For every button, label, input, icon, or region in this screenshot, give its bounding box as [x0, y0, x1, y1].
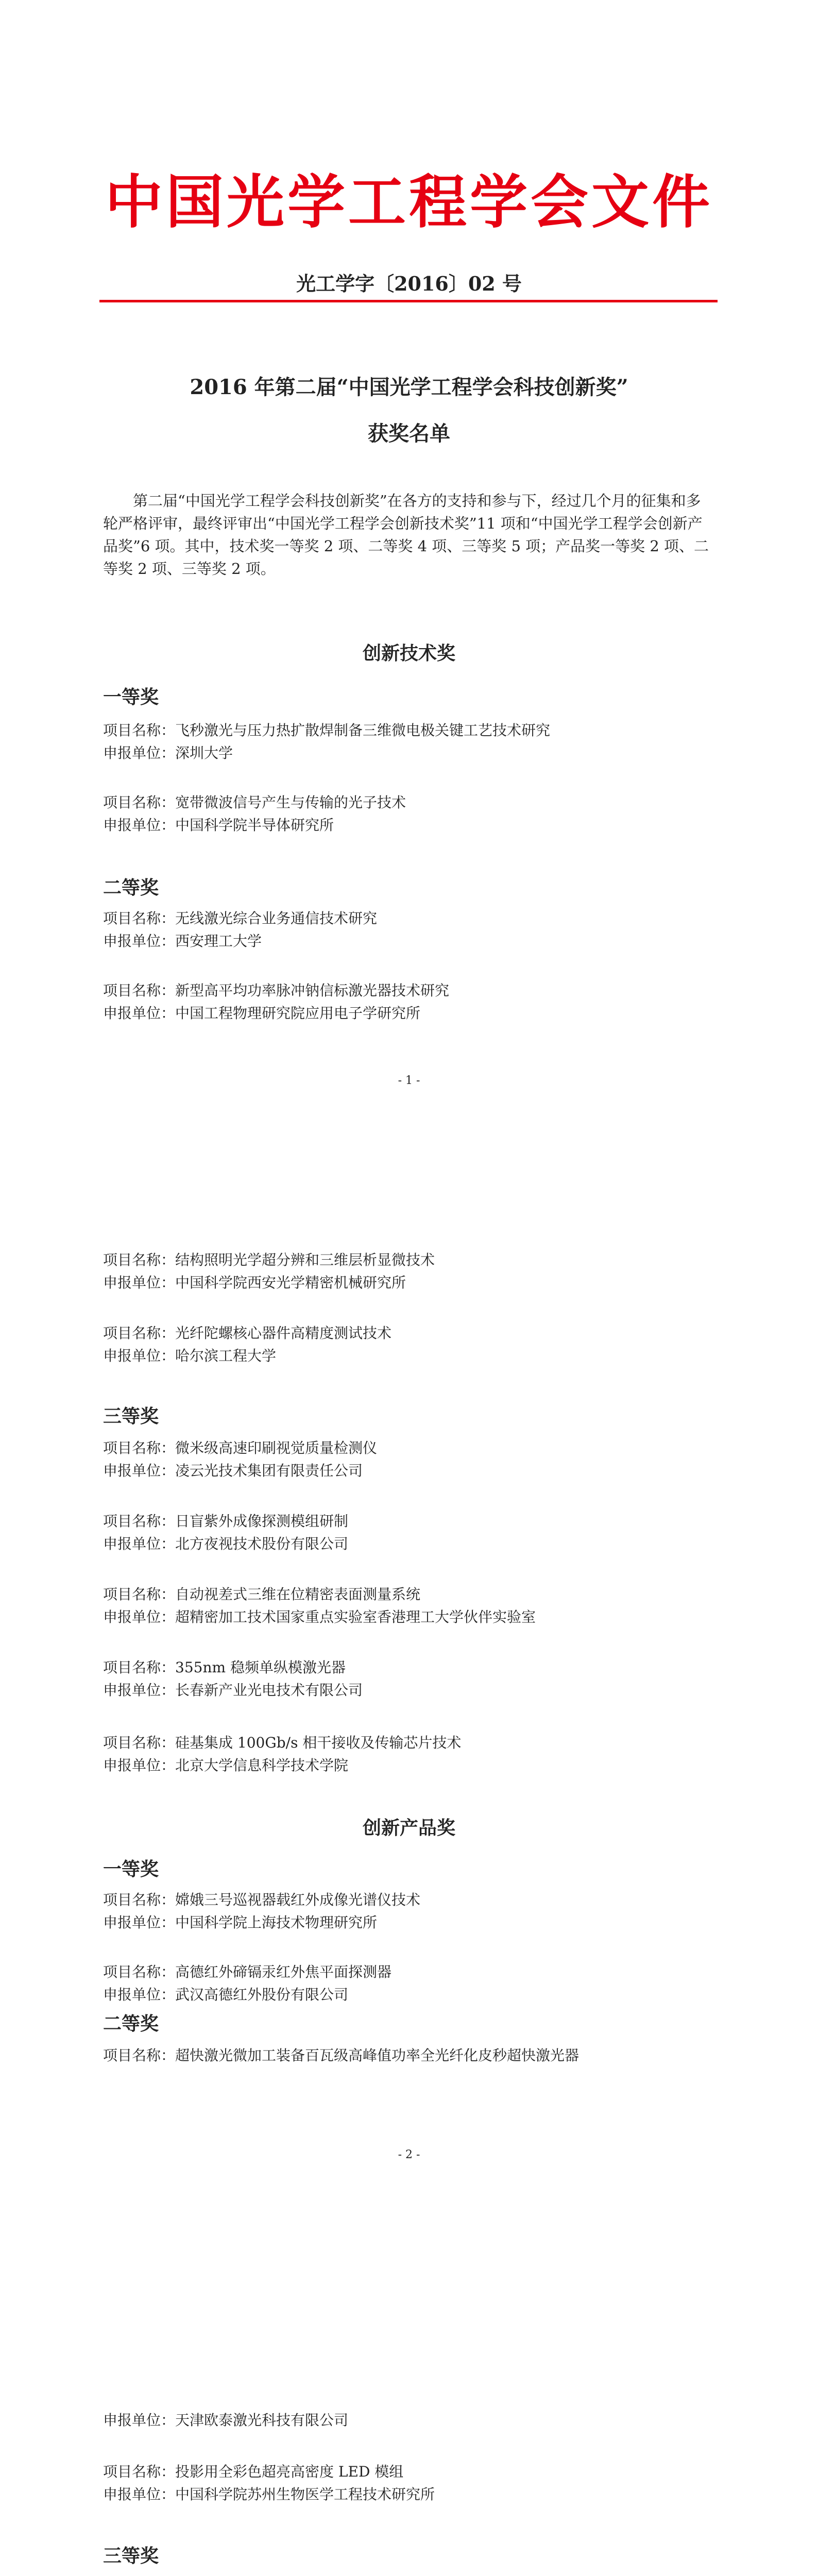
list-item-unit: 申报单位：中国科学院苏州生物医学工程技术研究所 — [103, 2486, 435, 2503]
list-item-project: 项目名称：超快激光微加工装备百瓦级高峰值功率全光纤化皮秒超快激光器 — [103, 2047, 580, 2064]
list-item-project: 项目名称：355nm 稳频单纵模激光器 — [103, 1659, 346, 1676]
page-1 — [0, 0, 818, 1157]
header-divider — [99, 300, 718, 302]
list-item-unit: 申报单位：武汉高德红外股份有限公司 — [103, 1986, 349, 2003]
list-item-project: 项目名称：硅基集成 100Gb/s 相干接收及传输芯片技术 — [103, 1734, 462, 1751]
product-award-heading: 创新产品奖 — [362, 1817, 455, 1839]
list-item-project: 项目名称：自动视差式三维在位精密表面测量系统 — [103, 1586, 421, 1603]
list-item-unit: 申报单位：中国科学院上海技术物理研究所 — [103, 1914, 378, 1931]
list-item-unit: 申报单位：超精密加工技术国家重点实验室香港理工大学伙伴实验室 — [103, 1608, 536, 1625]
list-item-unit: 申报单位：北方夜视技术股份有限公司 — [103, 1535, 349, 1552]
list-item-unit: 申报单位：北京大学信息科学技术学院 — [103, 1757, 349, 1774]
list-item-project: 项目名称：宽带微波信号产生与传输的光子技术 — [103, 794, 406, 811]
list-item-project: 项目名称：嫦娥三号巡视器载红外成像光谱仪技术 — [103, 1891, 421, 1908]
list-item-unit: 申报单位：天津欧泰激光科技有限公司 — [103, 2412, 349, 2429]
list-item-unit: 申报单位：中国科学院西安光学精密机械研究所 — [103, 1274, 406, 1291]
list-item-project: 项目名称：结构照明光学超分辨和三维层析显微技术 — [103, 1251, 435, 1268]
list-item-project: 项目名称：投影用全彩色超亮高密度 LED 模组 — [103, 2463, 404, 2480]
list-item-unit: 申报单位：凌云光技术集团有限责任公司 — [103, 1462, 363, 1479]
list-item-unit: 申报单位：深圳大学 — [103, 744, 233, 761]
page-2 — [0, 1157, 818, 2313]
list-item-unit: 申报单位：中国工程物理研究院应用电子学研究所 — [103, 1005, 421, 1022]
list-item-unit: 申报单位：西安理工大学 — [103, 933, 262, 950]
document-header-title: 中国光学工程学会文件 — [105, 168, 713, 236]
list-item-project: 项目名称：光纤陀螺核心器件高精度测试技术 — [103, 1325, 392, 1342]
award-subtitle: 获奖名单 — [368, 421, 450, 446]
product-second-heading: 二等奖 — [103, 2013, 159, 2035]
award-intro: 第二届“中国光学工程学会科技创新奖”在各方的支持和参与下，经过几个月的征集和多轮严格评审，最终评审出“中国光学工程学会创新技术奖”11 项和“中国光学工程学会创新产品奖”6 项。其中，技术奖一等奖 2 项、二等奖 4 项、三等奖 5 项；产品奖一等奖 2 项、二等奖 2 项、三等奖 2 项。 — [103, 492, 709, 578]
list-item-project: 项目名称：高德红外碲镉汞红外焦平面探测器 — [103, 1963, 392, 1980]
page-number: - 1 - — [398, 1074, 420, 1087]
list-item-project: 项目名称：无线激光综合业务通信技术研究 — [103, 910, 378, 927]
tech-second-heading: 二等奖 — [103, 877, 159, 899]
list-item-unit: 申报单位：中国科学院半导体研究所 — [103, 817, 334, 834]
list-item-unit: 申报单位：哈尔滨工程大学 — [103, 1347, 277, 1364]
page-number: - 2 - — [398, 2148, 420, 2161]
list-item-project: 项目名称：微米级高速印刷视觉质量检测仪 — [103, 1439, 378, 1456]
tech-award-heading: 创新技术奖 — [362, 642, 455, 664]
award-title: 2016 年第二届“中国光学工程学会科技创新奖” — [190, 375, 628, 399]
document-number: 光工学字〔2016〕02 号 — [296, 272, 522, 295]
list-item-unit: 申报单位：长春新产业光电技术有限公司 — [103, 1682, 363, 1699]
tech-first-heading: 一等奖 — [103, 686, 159, 708]
list-item-project: 项目名称：飞秒激光与压力热扩散焊制备三维微电极关键工艺技术研究 — [103, 722, 551, 739]
product-first-heading: 一等奖 — [103, 1858, 159, 1880]
product-third-heading: 三等奖 — [103, 2545, 159, 2567]
page-3 — [0, 2313, 818, 2576]
list-item-project: 项目名称：新型高平均功率脉冲钠信标激光器技术研究 — [103, 982, 450, 999]
list-item-project: 项目名称：日盲紫外成像探测模组研制 — [103, 1513, 349, 1530]
tech-third-heading: 三等奖 — [103, 1405, 159, 1427]
